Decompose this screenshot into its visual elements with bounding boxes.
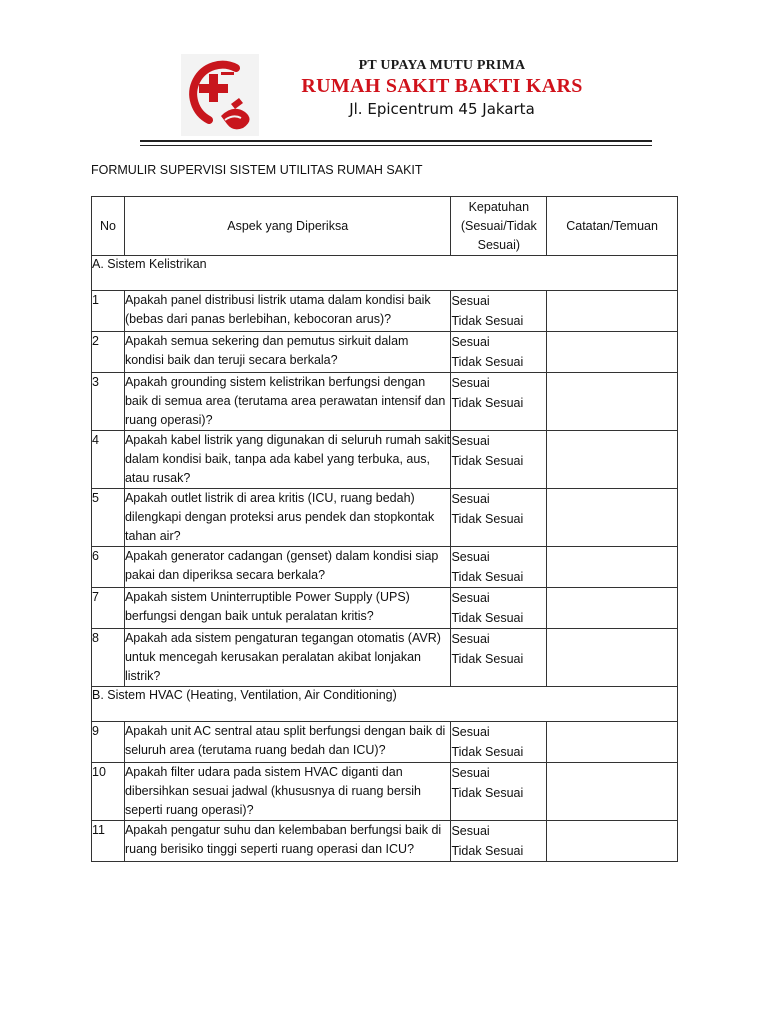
item-question: Apakah kabel listrik yang digunakan di seluruh rumah sakit dalam kondisi baik, tanpa ada kabel yang terbuka, aus, atau rusak? (124, 431, 451, 489)
item-question: Apakah sistem Uninterruptible Power Supply (UPS) berfungsi dengan baik untuk peralatan kritis? (124, 588, 451, 629)
column-header-aspect: Aspek yang Diperiksa (124, 197, 451, 256)
notes-cell[interactable] (547, 547, 678, 588)
item-question: Apakah outlet listrik di area kritis (ICU, ruang bedah) dilengkapi dengan proteksi arus pendek dan stopkontak tahan air? (124, 489, 451, 547)
item-number: 3 (92, 373, 125, 431)
compliance-options (451, 291, 547, 332)
compliance-options (451, 821, 547, 862)
table-row (92, 373, 678, 431)
item-number: 7 (92, 588, 125, 629)
notes-cell[interactable] (547, 291, 678, 332)
notes-cell[interactable] (547, 332, 678, 373)
notes-cell[interactable] (547, 373, 678, 431)
letterhead-divider-thin (140, 145, 652, 146)
supervision-table (91, 196, 678, 862)
option-tidak-sesuai[interactable]: Tidak Sesuai (451, 355, 524, 369)
option-tidak-sesuai[interactable]: Tidak Sesuai (451, 652, 524, 666)
item-number: 10 (92, 763, 125, 821)
compliance-options (451, 373, 547, 431)
item-number: 2 (92, 332, 125, 373)
column-header-no: No (92, 197, 125, 256)
column-header-compliance (451, 197, 547, 256)
item-question: Apakah semua sekering dan pemutus sirkuit dalam kondisi baik dan teruji secara berkala? (124, 332, 451, 373)
item-number: 8 (92, 629, 125, 687)
option-tidak-sesuai[interactable]: Tidak Sesuai (451, 512, 524, 526)
item-question: Apakah filter udara pada sistem HVAC diganti dan dibersihkan sesuai jadwal (khususnya di ruang bersih seperti ruang operasi)? (124, 763, 451, 821)
item-question: Apakah panel distribusi listrik utama dalam kondisi baik (bebas dari panas berlebihan, kebocoran arus)? (124, 291, 451, 332)
item-question: Apakah ada sistem pengaturan tegangan otomatis (AVR) untuk mencegah kerusakan peralatan akibat lonjakan listrik? (124, 629, 451, 687)
option-tidak-sesuai[interactable]: Tidak Sesuai (451, 745, 524, 759)
option-sesuai[interactable]: Sesuai (451, 335, 490, 349)
hospital-address: Jl. Epicentrum 45 Jakarta (349, 100, 535, 118)
option-tidak-sesuai[interactable]: Tidak Sesuai (451, 454, 524, 468)
option-sesuai[interactable]: Sesuai (451, 632, 490, 646)
compliance-header-line: Kepatuhan (468, 199, 530, 214)
option-sesuai[interactable]: Sesuai (451, 294, 490, 308)
option-sesuai[interactable]: Sesuai (451, 550, 490, 564)
form-title: FORMULIR SUPERVISI SISTEM UTILITAS RUMAH SAKIT (91, 163, 423, 177)
notes-cell[interactable] (547, 431, 678, 489)
table-row (92, 821, 678, 862)
item-number: 11 (92, 821, 125, 862)
option-tidak-sesuai[interactable]: Tidak Sesuai (451, 786, 524, 800)
table-row (92, 722, 678, 763)
option-tidak-sesuai[interactable]: Tidak Sesuai (451, 611, 524, 625)
compliance-options (451, 629, 547, 687)
compliance-options (451, 431, 547, 489)
table-header-row (92, 197, 678, 256)
option-sesuai[interactable]: Sesuai (451, 725, 490, 739)
section-row (92, 687, 678, 722)
compliance-options (451, 722, 547, 763)
notes-cell[interactable] (547, 588, 678, 629)
item-question: Apakah grounding sistem kelistrikan berfungsi dengan baik di semua area (terutama area perawatan intensif dan ruang operasi)? (124, 373, 451, 431)
notes-cell[interactable] (547, 821, 678, 862)
column-header-notes: Catatan/Temuan (547, 197, 678, 256)
option-sesuai[interactable]: Sesuai (451, 591, 490, 605)
table-row (92, 629, 678, 687)
table-row (92, 763, 678, 821)
compliance-options (451, 332, 547, 373)
section-title: B. Sistem HVAC (Heating, Ventilation, Air Conditioning) (92, 687, 678, 722)
item-question: Apakah pengatur suhu dan kelembaban berfungsi baik di ruang berisiko tinggi seperti ruang operasi dan ICU? (124, 821, 451, 862)
hospital-cross-logo-icon (181, 54, 259, 136)
hospital-name: RUMAH SAKIT BAKTI KARS (301, 75, 583, 97)
table-row (92, 431, 678, 489)
option-tidak-sesuai[interactable]: Tidak Sesuai (451, 844, 524, 858)
option-tidak-sesuai[interactable]: Tidak Sesuai (451, 314, 524, 328)
section-row (92, 256, 678, 291)
option-sesuai[interactable]: Sesuai (451, 824, 490, 838)
table-row (92, 332, 678, 373)
item-question: Apakah generator cadangan (genset) dalam kondisi siap pakai dan diperiksa secara berkala? (124, 547, 451, 588)
table-row (92, 489, 678, 547)
notes-cell[interactable] (547, 489, 678, 547)
option-tidak-sesuai[interactable]: Tidak Sesuai (451, 396, 524, 410)
item-number: 9 (92, 722, 125, 763)
letterhead (262, 58, 622, 118)
item-question: Apakah unit AC sentral atau split berfungsi dengan baik di seluruh area (terutama ruang bedah dan ICU)? (124, 722, 451, 763)
notes-cell[interactable] (547, 629, 678, 687)
compliance-options (451, 763, 547, 821)
option-sesuai[interactable]: Sesuai (451, 434, 490, 448)
compliance-options (451, 547, 547, 588)
item-number: 6 (92, 547, 125, 588)
hospital-logo (181, 54, 259, 136)
section-title: A. Sistem Kelistrikan (92, 256, 678, 291)
table-row (92, 547, 678, 588)
compliance-options (451, 588, 547, 629)
table-row (92, 291, 678, 332)
compliance-header-line: (Sesuai/Tidak (460, 218, 537, 233)
item-number: 1 (92, 291, 125, 332)
compliance-options (451, 489, 547, 547)
option-sesuai[interactable]: Sesuai (451, 492, 490, 506)
notes-cell[interactable] (547, 722, 678, 763)
item-number: 5 (92, 489, 125, 547)
item-number: 4 (92, 431, 125, 489)
letterhead-divider (140, 140, 652, 142)
option-tidak-sesuai[interactable]: Tidak Sesuai (451, 570, 524, 584)
table-row (92, 588, 678, 629)
company-name: PT UPAYA MUTU PRIMA (358, 58, 526, 73)
option-sesuai[interactable]: Sesuai (451, 376, 490, 390)
option-sesuai[interactable]: Sesuai (451, 766, 490, 780)
notes-cell[interactable] (547, 763, 678, 821)
compliance-header-line: Sesuai) (477, 237, 521, 252)
